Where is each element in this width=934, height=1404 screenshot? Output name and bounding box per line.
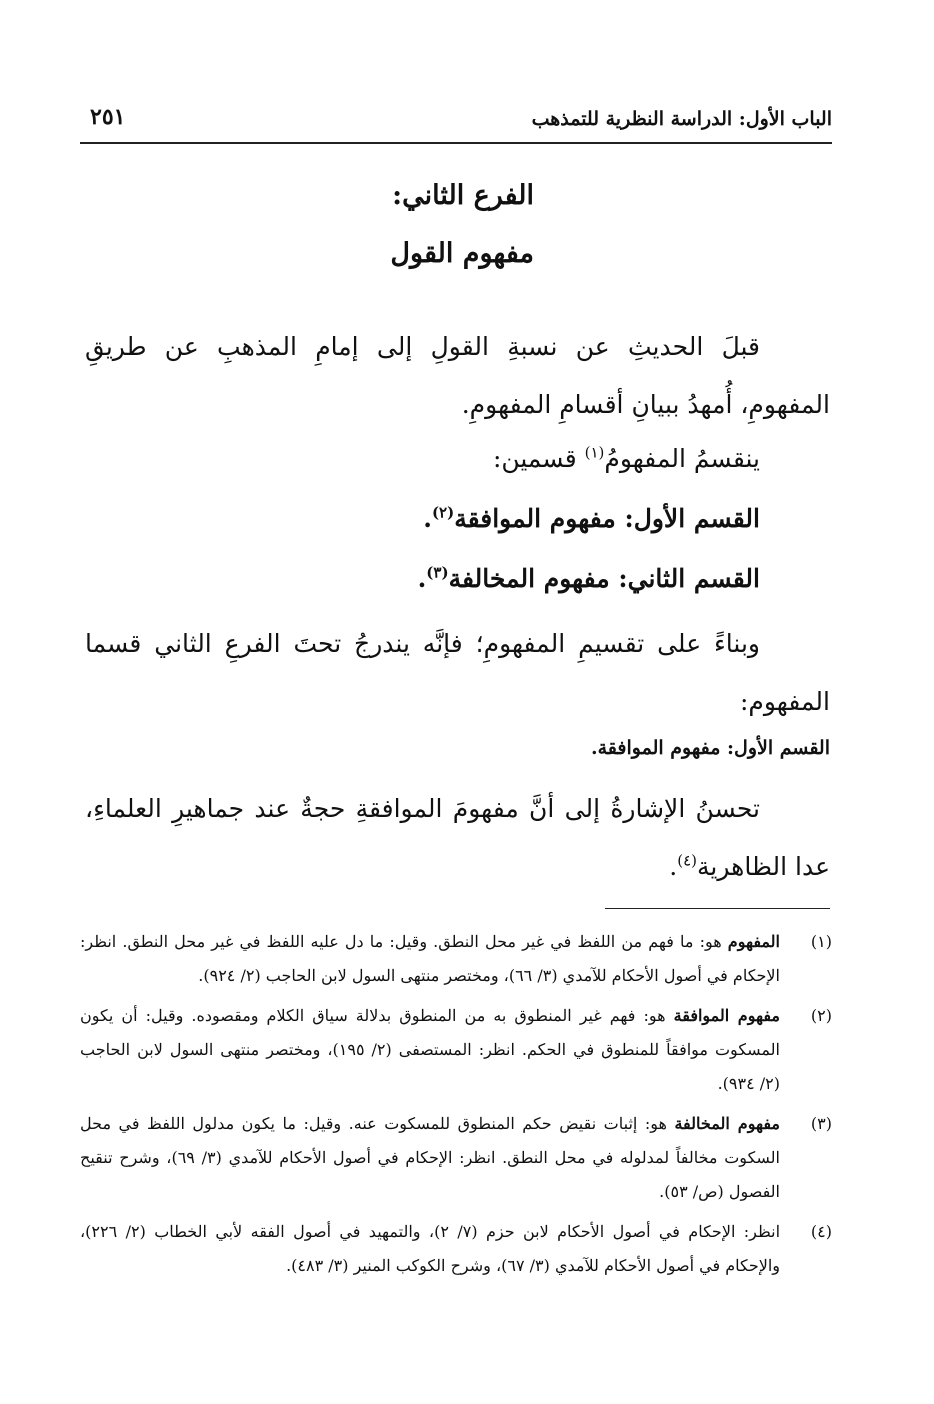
approval-text: تحسنُ الإشارةُ إلى أنَّ مفهومَ الموافقةِ حجةٌ عند جماهيرِ العلماءِ، عدا الظاهرية [85, 794, 830, 881]
footnote-text: هو: ما فهم من اللفظ في غير محل النطق. وقيل: ما دل عليه اللفظ في غير محل النطق. انظر: الإحكام في أصول الأحكام للآمدي (٣/ ٦٦)، ومختصر منتهى السول لابن الحاجب (٢/ ٩٢٤). [80, 932, 780, 985]
footnote-4 [80, 1215, 832, 1283]
footnote-number: (٤) [810, 1222, 832, 1241]
division-paragraph [85, 430, 830, 488]
first-division [85, 490, 830, 548]
first-division-text: مفهوم الموافقة [454, 504, 616, 533]
division-text: ينقسمُ المفهومُ [604, 444, 760, 473]
subheading-first-division: القسم الأول: مفهوم الموافقة. [591, 737, 830, 759]
footnote-ref-1[interactable]: (١) [584, 443, 605, 462]
topic-heading: مفهوم القول [390, 238, 534, 269]
footnote-text: هو: إثبات نقيض حكم المنطوق للمسكوت عنه. وقيل: ما يكون مدلول اللفظ في محل السكوت مخالفاً لمدلوله في محل النطق. انظر: الإحكام في أصول الأحكام للآمدي (٣/ ٦٩)، وشرح تنقيح الفصول (ص/ ٥٣). [80, 1114, 780, 1201]
footnote-3 [80, 1107, 832, 1209]
footnote-term: المفهوم [727, 932, 780, 951]
approval-dot: . [669, 852, 678, 881]
footnote-2 [80, 999, 832, 1101]
footnote-text: انظر: الإحكام في أصول الأحكام لابن حزم (٧/ ٢)، والتمهيد في أصول الفقه لأبي الخطاب (٢/ ٢٢٦)، والإحكام في أصول الأحكام للآمدي (٣/ ٦٧)، وشرح الكوكب المنير (٣/ ٤٨٣). [80, 1222, 781, 1275]
second-division-text: مفهوم المخالفة [448, 564, 610, 593]
footnote-number: (٣) [810, 1114, 832, 1133]
second-division-label: القسم الثاني: [609, 564, 760, 593]
second-division [85, 550, 830, 608]
approval-paragraph [85, 780, 830, 896]
first-division-label: القسم الأول: [615, 504, 760, 533]
footnote-number: (٢) [810, 1006, 832, 1025]
chapter-title: الباب الأول: الدراسة النظرية للتمذهب [531, 108, 832, 130]
running-header [80, 100, 832, 144]
second-division-dot: . [417, 564, 427, 593]
based-paragraph: وبناءً على تقسيمِ المفهومِ؛ فإنَّه يندرجُ تحتَ الفرعِ الثاني قسما المفهوم: [85, 629, 830, 716]
footnote-term: مفهوم المخالفة [674, 1114, 780, 1133]
intro-paragraph: قبلَ الحديثِ عن نسبةِ القولِ إلى إمامِ المذهبِ عن طريقِ المفهومِ، أُمهدُ ببيانِ أقسامِ المفهومِ. [85, 332, 830, 419]
footnote-ref-3[interactable]: (٣) [426, 563, 449, 582]
division-text-end: قسمين: [492, 444, 585, 473]
page-number: ٢٥١ [90, 104, 126, 130]
branch-heading: الفرع الثاني: [392, 180, 534, 211]
footnote-divider [605, 908, 830, 909]
footnote-ref-4[interactable]: (٤) [677, 851, 698, 870]
footnote-text: هو: فهم غير المنطوق به من المنطوق بدلالة سياق الكلام ومقصوده. وقيل: أن يكون المسكوت موافقاً للمنطوق في الحكم. انظر: المستصفى (٢/ ١٩٥)، ومختصر منتهى السول لابن الحاجب (٢/ ٩٣٤). [80, 1006, 780, 1093]
first-division-dot: . [423, 504, 432, 533]
footnotes-section [80, 925, 832, 1289]
footnote-number: (١) [810, 932, 832, 951]
footnote-ref-2[interactable]: (٢) [431, 503, 455, 522]
footnote-1 [80, 925, 832, 993]
footnote-term: مفهوم الموافقة [673, 1006, 780, 1025]
